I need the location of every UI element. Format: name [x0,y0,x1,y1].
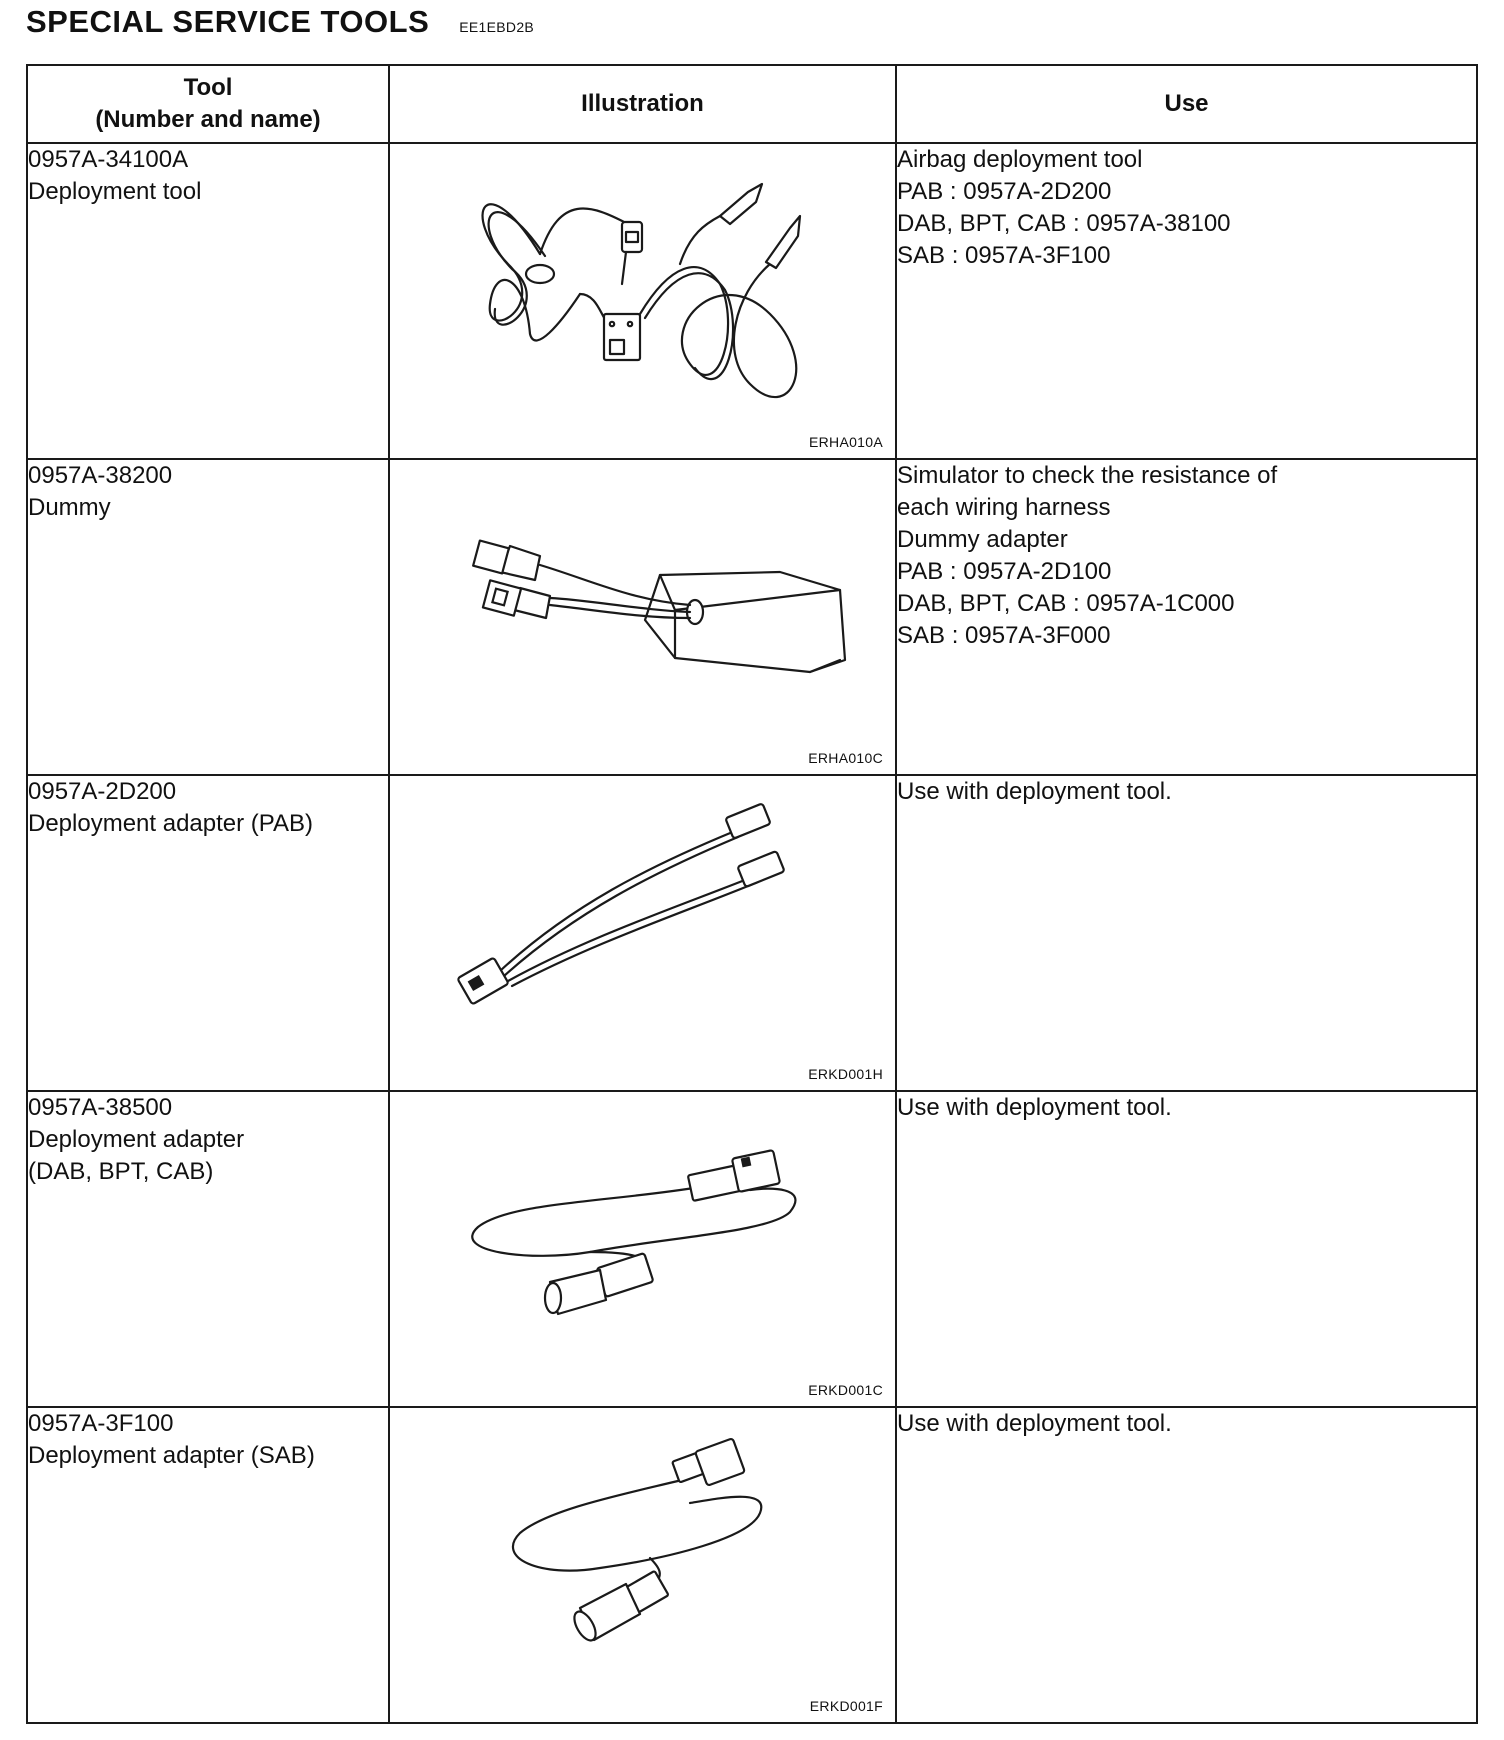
header-tool [27,65,389,143]
use-cell [896,775,1477,1091]
use-line: Simulator to check the resistance of [897,462,1278,489]
document-code: EE1EBD2B [459,19,535,35]
use-line: PAB : 0957A-2D200 [897,178,1112,205]
use-line: Use with deployment tool. [897,778,1172,805]
use-line: SAB : 0957A-3F000 [897,622,1111,649]
tool-cell [27,459,389,775]
tool-cell [27,775,389,1091]
dummy-illustration [390,460,893,770]
table-row [27,775,1477,1091]
use-line: each wiring harness [897,494,1111,521]
tool-name: Deployment adapter (PAB) [28,810,314,837]
sab-adapter-illustration [390,1408,893,1718]
table-row [27,459,1477,775]
figure-code: ERKD001H [808,1066,883,1082]
figure-code: ERHA010C [808,750,883,766]
tool-name: Deployment adapter (SAB) [28,1442,315,1469]
table-row [27,143,1477,459]
tool-number: 0957A-38200 [28,462,173,489]
header-tool-line: (Number and name) [95,106,321,133]
use-line: Use with deployment tool. [897,1410,1172,1437]
tool-cell [27,143,389,459]
use-line: Dummy adapter [897,526,1068,553]
figure-code: ERKD001C [808,1382,883,1398]
tool-cell [27,1091,389,1407]
page-title: SPECIAL SERVICE TOOLS [26,4,430,39]
header-tool-line: Tool [183,74,233,101]
illustration-cell [389,1091,896,1407]
table-header-row [27,65,1477,143]
use-cell [896,1091,1477,1407]
illustration-cell [389,775,896,1091]
header-illustration: Illustration [389,65,896,143]
dab-bpt-cab-adapter-illustration [390,1092,893,1402]
use-line: PAB : 0957A-2D100 [897,558,1112,585]
use-cell [896,143,1477,459]
use-line: Airbag deployment tool [897,146,1143,173]
header-use: Use [896,65,1477,143]
use-line: DAB, BPT, CAB : 0957A-1C000 [897,590,1235,617]
tool-name: Deployment tool [28,178,202,205]
tool-number: 0957A-34100A [28,146,189,173]
table-row [27,1407,1477,1723]
tool-cell [27,1407,389,1723]
special-service-tools-table [26,64,1478,1724]
illustration-cell [389,143,896,459]
tool-number: 0957A-3F100 [28,1410,174,1437]
tool-number: 0957A-38500 [28,1094,173,1121]
figure-code: ERHA010A [809,434,883,450]
page-header [26,4,534,44]
illustration-cell [389,459,896,775]
table-row [27,1091,1477,1407]
use-cell [896,1407,1477,1723]
tool-name: Deployment adapter [28,1126,245,1153]
pab-adapter-illustration [390,776,893,1086]
use-line: Use with deployment tool. [897,1094,1172,1121]
tool-name: (DAB, BPT, CAB) [28,1158,214,1185]
tool-name: Dummy [28,494,111,521]
figure-code: ERKD001F [809,1698,883,1714]
tool-number: 0957A-2D200 [28,778,177,805]
deployment-tool-illustration [390,144,893,454]
illustration-cell [389,1407,896,1723]
use-line: SAB : 0957A-3F100 [897,242,1111,269]
use-line: DAB, BPT, CAB : 0957A-38100 [897,210,1231,237]
use-cell [896,459,1477,775]
